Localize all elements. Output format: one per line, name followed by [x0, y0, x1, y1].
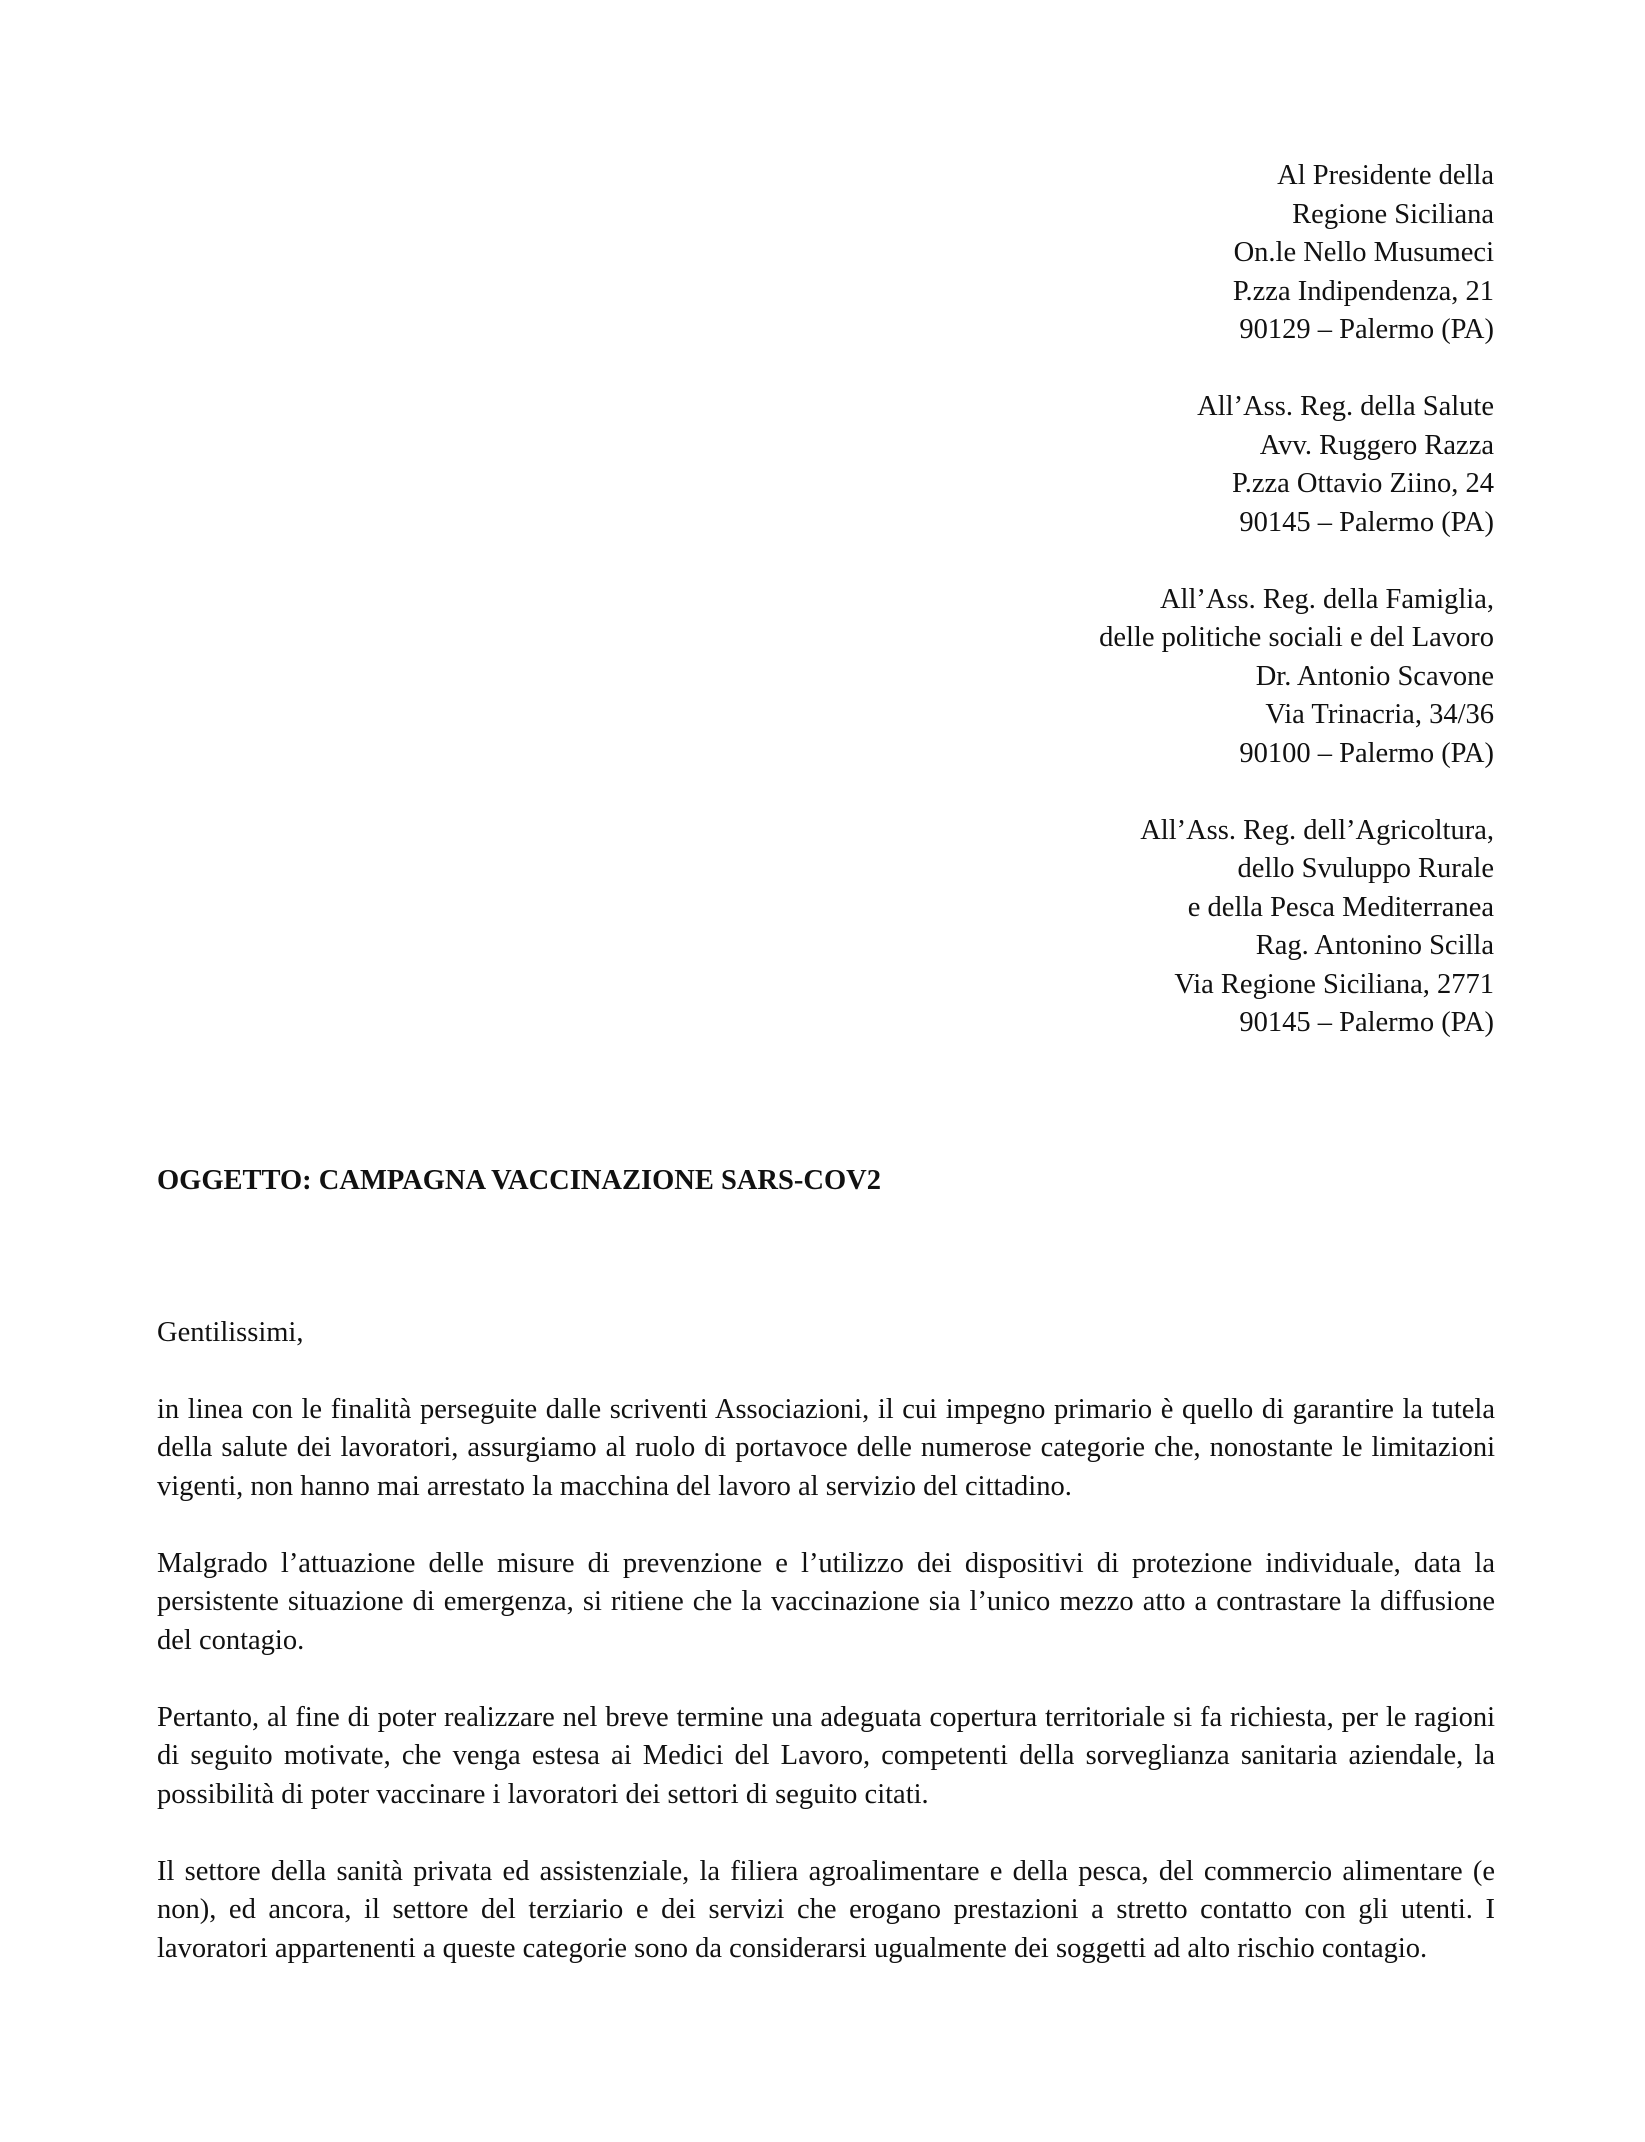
recipient-line: P.zza Ottavio Ziino, 24: [1232, 468, 1494, 499]
recipient-line: e della Pesca Mediterranea: [1187, 891, 1494, 923]
recipient-line: P.zza Indipendenza, 21: [1232, 275, 1494, 307]
recipient-health-assessor: [874, 388, 1494, 542]
body-paragraph: in linea con le finalità perseguite dalle scriventi Associazioni, il cui impegno primario è quello di garantire la tutela della salute dei lavoratori, assurgiamo al ruolo di portavoce delle numerose categorie che, nonostante le limitazioni vigenti, non hanno mai arrestato la macchina del lavoro al servizio del cittadino.: [157, 1393, 1495, 1502]
recipient-line: On.le Nello Musumeci: [1233, 237, 1494, 268]
recipient-line: dello Svuluppo Rurale: [1237, 853, 1494, 884]
recipient-line: delle politiche sociali e del Lavoro: [1099, 622, 1494, 653]
body-paragraph: Il settore della sanità privata ed assistenziale, la filiera agroalimentare e della pesca, del commercio alimentare (e non), ed ancora, il settore del terziario e dei servizi che erogano prestazioni a stretto contatto con gli utenti. I lavoratori appartenenti a queste categorie sono da considerarsi ugualmente dei soggetti ad alto rischio contagio.: [157, 1855, 1495, 1964]
recipient-line: All’Ass. Reg. della Famiglia,: [1159, 583, 1494, 615]
recipient-agriculture-assessor: [874, 812, 1494, 1043]
recipient-line: All’Ass. Reg. della Salute: [1197, 391, 1494, 422]
recipient-line: 90145 – Palermo (PA): [1239, 506, 1494, 538]
subject-line: OGGETTO: CAMPAGNA VACCINAZIONE SARS-COV2: [157, 1165, 881, 1196]
recipient-president: [874, 157, 1494, 350]
letter-body: [157, 1314, 1495, 2007]
recipients-block: [874, 157, 1494, 1081]
recipient-family-assessor: [874, 581, 1494, 774]
recipient-line: 90129 – Palermo (PA): [1239, 314, 1494, 345]
recipient-line: Rag. Antonino Scilla: [1255, 930, 1494, 961]
recipient-line: All’Ass. Reg. dell’Agricoltura,: [1140, 814, 1494, 846]
recipient-line: Avv. Ruggero Razza: [1259, 429, 1494, 461]
body-paragraph: Pertanto, al fine di poter realizzare nel breve termine una adeguata copertura territoriale si fa richiesta, per le ragioni di seguito motivate, che venga estesa ai Medici del Lavoro, competenti della sorveglianza sanitaria aziendale, la possibilità di poter vaccinare i lavoratori dei settori di seguito citati.: [157, 1701, 1495, 1810]
recipient-line: Dr. Antonio Scavone: [1255, 660, 1494, 692]
greeting: Gentilissimi,: [157, 1317, 304, 1348]
recipient-line: Regione Siciliana: [1292, 198, 1494, 230]
body-paragraph: Malgrado l’attuazione delle misure di prevenzione e l’utilizzo dei dispositivi di protezione individuale, data la persistente situazione di emergenza, si ritiene che la vaccinazione sia l’unico mezzo atto a contrastare la diffusione del contagio.: [157, 1547, 1495, 1656]
recipient-line: Via Regione Siciliana, 2771: [1174, 968, 1494, 1000]
recipient-line: Via Trinacria, 34/36: [1265, 699, 1494, 730]
recipient-line: Al Presidente della: [1277, 160, 1494, 191]
recipient-line: 90100 – Palermo (PA): [1239, 737, 1494, 769]
recipient-line: 90145 – Palermo (PA): [1239, 1007, 1494, 1038]
